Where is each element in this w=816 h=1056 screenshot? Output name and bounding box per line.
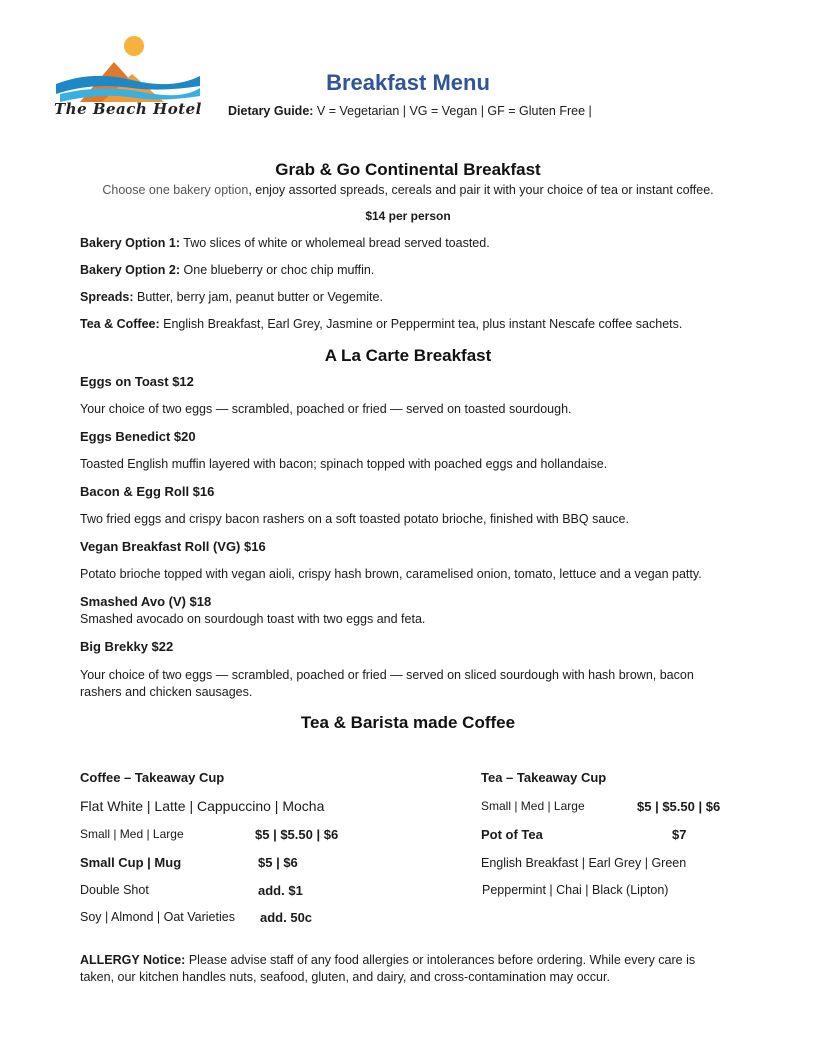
dietary-guide: [228, 104, 592, 118]
menu-item-name: Eggs Benedict $20: [80, 429, 196, 444]
logo-text: The Beach Hotel: [54, 100, 202, 118]
menu-item-desc: Two fried eggs and crispy bacon rashers on a soft toasted potato brioche, finished with BBQ sauce.: [80, 512, 629, 526]
coffee-sizes-price: $5 | $5.50 | $6: [255, 827, 339, 842]
menu-item-name: Vegan Breakfast Roll (VG) $16: [80, 539, 266, 554]
spreads: [80, 290, 383, 304]
pot-of-tea-label: Pot of Tea: [481, 827, 543, 842]
double-shot-price: add. $1: [258, 883, 303, 898]
allergy-text: Please advise staff of any food allergies or intolerances before ordering. While every care is taken, our kitchen handles nuts, seafood, gluten, and dairy, and cross-contamination may occur.: [80, 953, 696, 984]
menu-item-desc: Toasted English muffin layered with bacon; spinach topped with poached eggs and hollandaise.: [80, 457, 608, 471]
coffee-types: Flat White | Latte | Cappuccino | Mocha: [80, 798, 325, 814]
spreads-label: Spreads:: [80, 290, 134, 304]
drinks-heading: Tea & Barista made Coffee: [300, 713, 516, 732]
menu-item-desc: Your choice of two eggs — scrambled, poached or fried — served on toasted sourdough.: [80, 402, 572, 416]
spreads-text: Butter, berry jam, peanut butter or Vegemite.: [136, 290, 383, 304]
tea-varieties-1: English Breakfast | Earl Grey | Green: [481, 856, 687, 870]
alacarte-heading: A La Carte Breakfast: [324, 346, 492, 365]
tea-title: Tea – Takeaway Cup: [481, 770, 607, 785]
tea-sizes-price: $5 | $5.50 | $6: [637, 799, 721, 814]
bakery-option-2-label: Bakery Option 2:: [80, 263, 181, 277]
tea-coffee: [80, 317, 682, 331]
continental-intro-rest: , enjoy assorted spreads, cereals and pair it with your choice of tea or instant coffee.: [248, 183, 714, 197]
tea-sizes: Small | Med | Large: [481, 799, 585, 813]
menu-item-desc: Potato brioche topped with vegan aioli, crispy hash brown, caramelised onion, tomato, lettuce and a vegan patty.: [80, 567, 702, 581]
dietary-label: Dietary Guide:: [228, 104, 314, 118]
milk-label: Soy | Almond | Oat Varieties: [80, 910, 235, 924]
coffee-sizes: Small | Med | Large: [80, 827, 184, 841]
coffee-title: Coffee – Takeaway Cup: [80, 770, 225, 785]
allergy-label: ALLERGY Notice:: [80, 953, 186, 967]
continental-intro-light: Choose one bakery option: [102, 183, 249, 197]
menu-item-name: Smashed Avo (V) $18: [80, 594, 212, 609]
bakery-option-2-text: One blueberry or choc chip muffin.: [183, 263, 375, 277]
menu-item-name: Big Brekky $22: [80, 639, 174, 654]
bakery-option-2: [80, 263, 374, 277]
tea-coffee-label: Tea & Coffee:: [80, 317, 160, 331]
bakery-option-1-label: Bakery Option 1:: [80, 236, 181, 250]
menu-item-name: Bacon & Egg Roll $16: [80, 484, 215, 499]
pot-of-tea-price: $7: [672, 827, 687, 842]
continental-intro: [0, 183, 816, 197]
bakery-option-1: [80, 236, 490, 250]
continental-heading: Grab & Go Continental Breakfast: [275, 160, 541, 179]
continental-price: $14 per person: [365, 209, 451, 223]
menu-item-name: Eggs on Toast $12: [80, 374, 194, 389]
coffee-cup-price: $5 | $6: [258, 855, 298, 870]
allergy-notice: [80, 952, 730, 986]
tea-varieties-2: Peppermint | Chai | Black (Lipton): [482, 883, 669, 897]
menu-item-desc: Smashed avocado on sourdough toast with two eggs and feta.: [80, 612, 426, 626]
milk-price: add. 50c: [260, 910, 313, 925]
tea-coffee-text: English Breakfast, Earl Grey, Jasmine or Peppermint tea, plus instant Nescafe coffee sachets.: [163, 317, 683, 331]
dietary-text: V = Vegetarian | VG = Vegan | GF = Gluten Free |: [316, 104, 592, 118]
coffee-cup-label: Small Cup | Mug: [80, 855, 182, 870]
double-shot-label: Double Shot: [80, 883, 149, 897]
bakery-option-1-text: Two slices of white or wholemeal bread served toasted.: [183, 236, 490, 250]
page-title: Breakfast Menu: [326, 70, 490, 95]
menu-item-desc: Your choice of two eggs — scrambled, poached or fried — served on sliced sourdough with hash brown, bacon rashers and chicken sausages.: [80, 668, 694, 699]
